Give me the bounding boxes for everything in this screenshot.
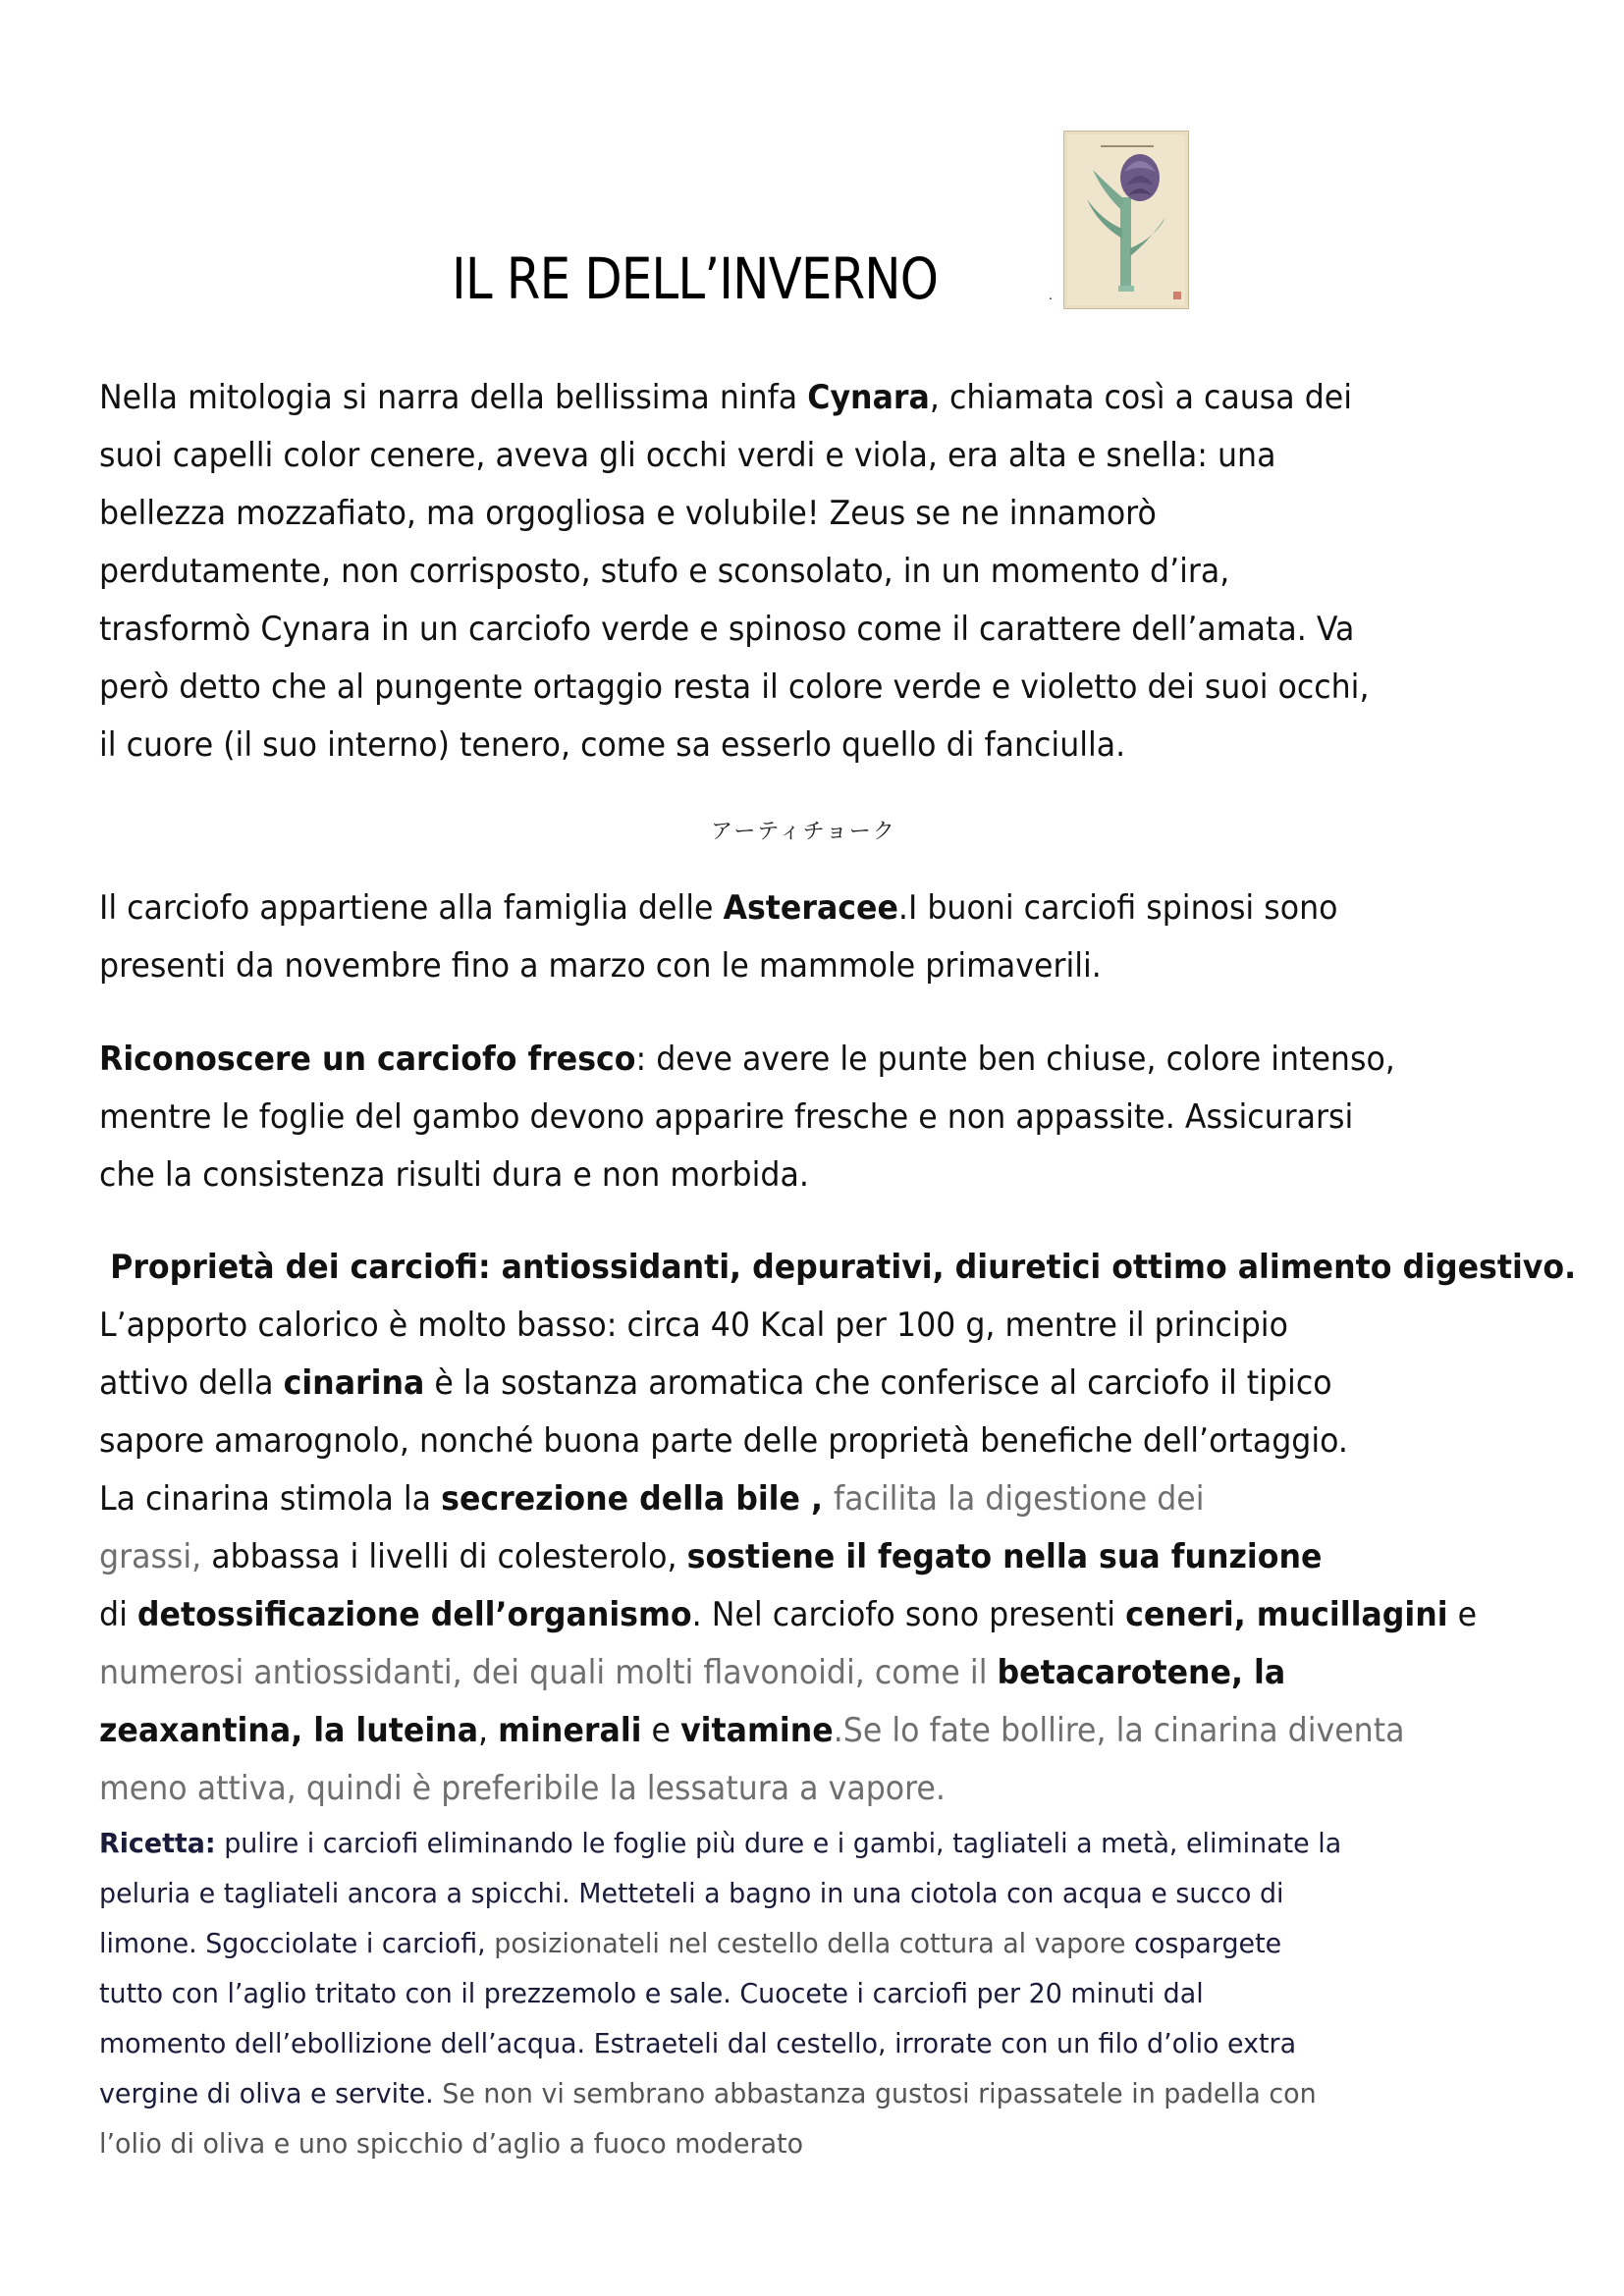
text-line: L’apporto calorico è molto basso: circa 40 Kcal per 100 g, mentre il principio [99, 1306, 1288, 1345]
title-dot: . [1049, 287, 1053, 302]
text-line [99, 1470, 1441, 1528]
bold-term: secrezione della bile , [441, 1479, 834, 1519]
properties-paragraph [99, 1239, 1577, 1818]
bold-term: Riconoscere un carciofo fresco [99, 1040, 636, 1079]
text-line [99, 369, 1441, 427]
text-line: però detto che al pungente ortaggio resta il colore verde e violetto dei suoi occhi, [99, 667, 1370, 707]
text-span: Nella mitologia si narra della bellissima ninfa [99, 378, 808, 417]
text-line: il cuore (il suo interno) tenero, come sa esserlo quello di fanciulla. [99, 725, 1126, 765]
text-span: , [478, 1711, 499, 1750]
text-line: suoi capelli color cenere, aveva gli occhi verdi e viola, era alta e snella: una [99, 436, 1276, 475]
text-span: e [1447, 1595, 1478, 1634]
text-line [99, 1644, 1441, 1702]
text-line [99, 1355, 1441, 1413]
text-line: mentre le foglie del gambo devono apparire fresche e non appassite. Assicurarsi [99, 1097, 1354, 1137]
recipe-paragraph [99, 1818, 1543, 2168]
text-line [99, 2068, 1485, 2118]
text-line [99, 1818, 1485, 1868]
text-span: vergine di oliva e servite. [99, 2077, 434, 2109]
text-line: perdutamente, non corrisposto, stufo e sconsolato, in un momento d’ira, [99, 552, 1230, 591]
gray-text: posizionateli nel cestello della cottura al vapore [494, 1927, 1126, 1959]
gray-text: .Se lo fate bollire, la cinarina diventa [833, 1711, 1405, 1750]
properties-heading: Proprietà dei carciofi: antiossidanti, depurativi, diuretici ottimo alimento digestivo. [110, 1248, 1577, 1287]
text-line [99, 1031, 1441, 1089]
bold-term: sostiene il fegato nella sua funzione [686, 1537, 1323, 1576]
text-span: e [641, 1711, 681, 1750]
text-span: di [99, 1595, 137, 1634]
text-span: abbassa i livelli di colesterolo [211, 1537, 668, 1576]
bold-term: Cynara [807, 378, 930, 417]
freshness-paragraph [99, 1031, 1543, 1204]
text-line: meno attiva, quindi è preferibile la lessatura a vapore. [99, 1769, 946, 1808]
gray-text: Se non vi sembrano abbastanza gustosi ripassatele in padella con [433, 2077, 1317, 2109]
page-title: IL RE DELL’INVERNO [452, 245, 939, 312]
text-span: , chiamata così a causa dei [929, 378, 1353, 417]
mythology-paragraph [99, 369, 1543, 774]
text-line [99, 1586, 1478, 1644]
recipe-label: Ricetta: [99, 1827, 216, 1859]
bold-term: detossificazione dell’organismo [136, 1595, 692, 1634]
bold-term: ceneri, mucillagini [1125, 1595, 1448, 1634]
text-span: : deve avere le punte ben chiuse, colore intenso, [635, 1040, 1395, 1079]
text-span: Il carciofo appartiene alla famiglia delle [99, 888, 724, 928]
text-line: peluria e tagliateli ancora a spicchi. Metteteli a bagno in una ciotola con acqua e succo di [99, 1877, 1284, 1909]
gray-text: numerosi antiossidanti, dei quali molti flavonoidi, come il [99, 1653, 998, 1692]
bold-term: zeaxantina, la luteina [99, 1711, 479, 1750]
text-span: , [667, 1537, 687, 1576]
text-line [99, 1918, 1485, 1968]
text-line: tutto con l’aglio tritato con il prezzemolo e sale. Cuocete i carciofi per 20 minuti dal [99, 1977, 1204, 2009]
text-span: pulire i carciofi eliminando le foglie più dure e i gambi, tagliateli a metà, eliminate la [215, 1827, 1342, 1859]
bold-term: Asteracee [723, 888, 898, 928]
bold-term: betacarotene, la [997, 1653, 1286, 1692]
bold-term: minerali [498, 1711, 642, 1750]
text-span: è la sostanza aromatica che conferisce al carciofo il tipico [424, 1363, 1332, 1403]
family-paragraph [99, 880, 1543, 995]
katakana-caption: アーティチョーク [711, 820, 896, 844]
text-line [99, 880, 1441, 937]
text-line: presenti da novembre fino a marzo con le mammole primaverili. [99, 946, 1102, 986]
text-span: limone. Sgocciolate i carciofi, [99, 1927, 495, 1959]
text-line: che la consistenza risulti dura e non morbida. [99, 1155, 809, 1195]
text-span: . Nel carciofo sono presenti [691, 1595, 1126, 1634]
text-line: trasformò Cynara in un carciofo verde e spinoso come il carattere dell’amata. Va [99, 610, 1355, 649]
text-span: cospargete [1125, 1927, 1282, 1959]
text-line: l’olio di oliva e uno spicchio d’aglio a fuoco moderato [99, 2127, 804, 2160]
text-line: bellezza mozzafiato, ma orgogliosa e volubile! Zeus se ne innamorò [99, 494, 1157, 533]
artichoke-illustration [1063, 131, 1189, 309]
text-span: .I buoni carciofi spinosi sono [897, 888, 1338, 928]
text-line: momento dell’ebollizione dell’acqua. Estraeteli dal cestello, irrorate con un filo d’olio extra [99, 2027, 1297, 2059]
text-span: La cinarina stimola la [99, 1479, 442, 1519]
gray-text: grassi, [99, 1537, 212, 1576]
text-span: attivo della [99, 1363, 284, 1403]
gray-text: facilita la digestione dei [833, 1479, 1205, 1519]
bold-term: vitamine [680, 1711, 834, 1750]
text-line [99, 1528, 1441, 1586]
bold-term: cinarina [283, 1363, 425, 1403]
text-line [99, 1702, 1441, 1760]
text-line: sapore amarognolo, nonché buona parte delle proprietà benefiche dell’ortaggio. [99, 1421, 1348, 1461]
